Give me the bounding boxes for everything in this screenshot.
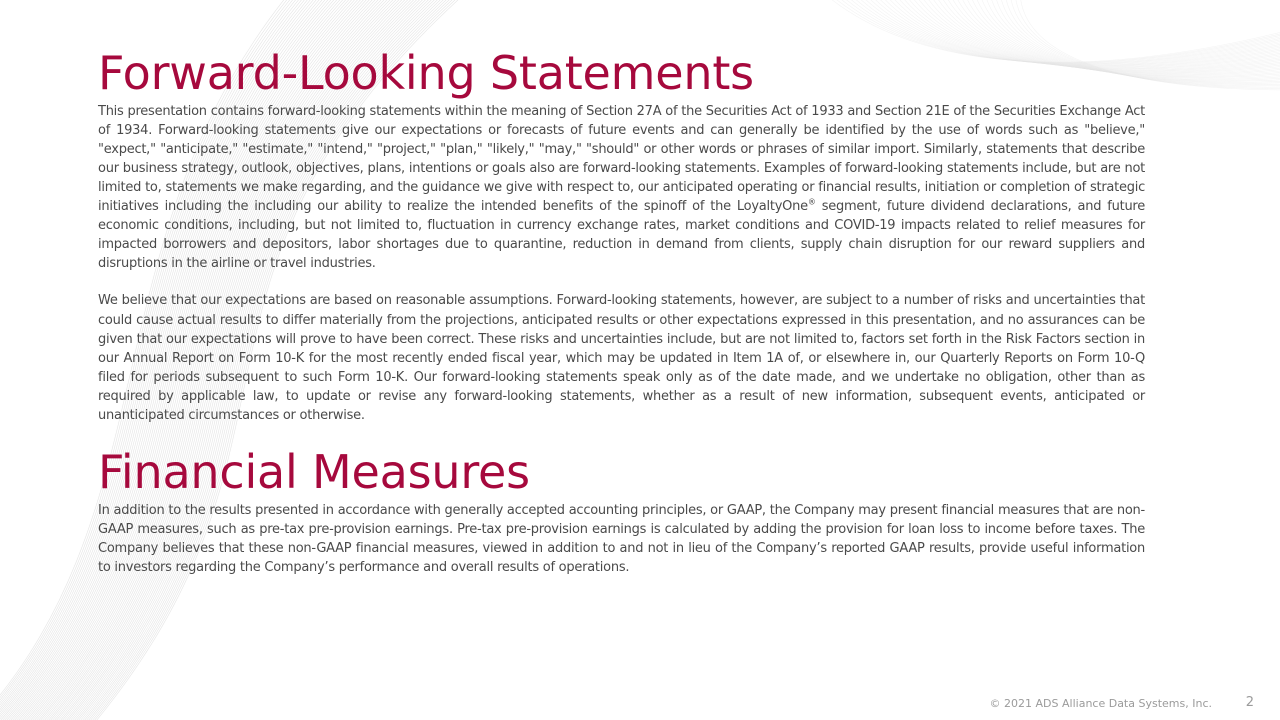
slide-content — [98, 48, 1145, 577]
forward-looking-paragraph-2: We believe that our expectations are based on reasonable assumptions. Forward-looking statements, however, are subject to a number of risks and uncertainties that could cause actual results to differ materially from the projections, anticipated results or other expectations expressed in this presentation, and no assurances can be given that our expectations will prove to have been correct. These risks and uncertainties include, but are not limited to, factors set forth in the Risk Factors section in our Annual Report on Form 10-K for the most recently ended fiscal year, which may be updated in Item 1A of, or elsewhere in, our Quarterly Reports on Form 10-Q filed for periods subsequent to such Form 10-K. Our forward-looking statements speak only as of the date made, and we undertake no obligation, other than as required by applicable law, to update or revise any forward-looking statements, whether as a result of new information, subsequent events, anticipated or unanticipated circumstances or otherwise. — [98, 293, 1145, 423]
footer-copyright: © 2021 ADS Alliance Data Systems, Inc. — [989, 697, 1212, 710]
financial-measures-title: Financial Measures — [98, 445, 530, 500]
registered-trademark: ® — [807, 197, 816, 207]
forward-looking-paragraph-1 — [98, 102, 1145, 274]
forward-looking-paragraph-1-part-1: This presentation contains forward-looking statements within the meaning of Section 27A of the Securities Act of 1933 and Section 21E of the Securities Exchange Act of 1934. Forward-looking statements give our expectations or forecasts of future events and can generally be identified by the use of words such as "believe," "expect," "anticipate," "estimate," "intend," "project," "plan," "likely," "may," "should" or other words or phrases of similar import. Similarly, statements that describe our business strategy, outlook, objectives, plans, intentions or goals also are forward-looking statements. Examples of forward-looking statements include, but are not limited to, statements we make regarding, and the guidance we give with respect to, our anticipated operating or financial results, initiation or completion of strategic initiatives including the including our ability to realize the intended benefits of the spinoff of the LoyaltyOne — [98, 103, 1145, 215]
financial-measures-paragraph: In addition to the results presented in accordance with generally accepted accounting principles, or GAAP, the Company may present financial measures that are non-GAAP measures, such as pre-tax pre-provision earnings. Pre-tax pre-provision earnings is calculated by adding the provision for loan loss to income before taxes. The Company believes that these non-GAAP financial measures, viewed in addition to and not in lieu of the Company’s reported GAAP results, provide useful information to investors regarding the Company’s performance and overall results of operations. — [98, 502, 1145, 575]
forward-looking-paragraph-1-part-2: segment, future dividend declarations, and future economic conditions, including, but not limited to, fluctuation in currency exchange rates, market conditions and COVID-19 impacts related to relief measures for impacted borrowers and depositors, labor shortages due to quarantine, reduction in demand from clients, supply chain disruption for our reward suppliers and disruptions in the airline or travel industries. — [98, 199, 1145, 272]
forward-looking-title: Forward-Looking Statements — [98, 46, 754, 100]
page-number: 2 — [1245, 695, 1254, 710]
